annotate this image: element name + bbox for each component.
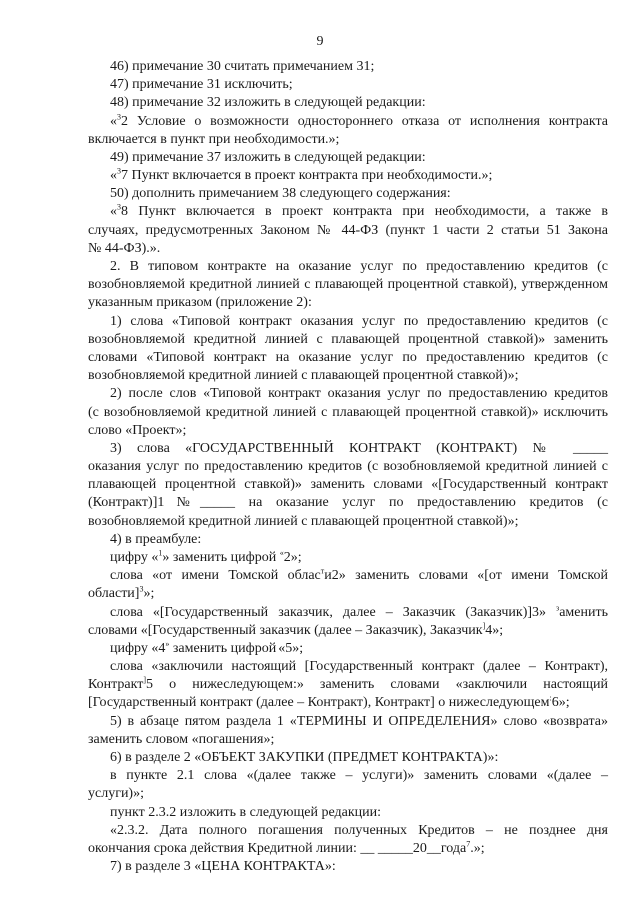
footnote-marker (276, 639, 278, 648)
text-line: слова «от имени Томской облас$^т$и2» заменить словами «[от имени Томской (110, 566, 608, 583)
text-line: в пункте 2.1 слова «(далее также – услуги)» заменить словами «(далее – (110, 768, 608, 783)
footnote-marker: 7 (466, 839, 471, 849)
text-line: возобновляемой кредитной линией с плавающей процентной ставкой), утвержденном (88, 277, 608, 292)
text-line: слова «заключили настоящий [Государственный контракт (далее – Контракт), (110, 659, 608, 674)
footnote-marker: т (320, 566, 325, 576)
text-line: слово «Проект»; (88, 423, 187, 438)
footnote-marker: ] (482, 621, 486, 631)
page-number: 9 (316, 34, 324, 49)
text-line: возобновляемой кредитной линией с плавающей процентной ставкой)»; (88, 368, 519, 383)
text-line: цифру «4» заменить цифрой «5»; (110, 639, 304, 656)
text-line: оказания услуг по предоставлению кредитов (с возобновляемой кредитной линией с (88, 459, 608, 474)
text-line: слова «[Государственный заказчик, далее – Заказчик (Заказчик)]3» $^з$аменить (110, 603, 608, 620)
text-line: указанным приказом (приложение 2): (88, 295, 312, 310)
text-line: 48) примечание 32 изложить в следующей редакции: (110, 95, 426, 110)
text-line: «$^3$2 Условие о возможности одностороннего отказа от исполнения контракта (110, 112, 608, 129)
footnote-marker: 3 (139, 584, 144, 594)
text-line: возобновляемой кредитной линией с плавающей процентной ставкой)» заменить (88, 332, 608, 347)
text-line: 6) в разделе 2 «ОБЪЕКТ ЗАКУПКИ (ПРЕДМЕТ КОНТРАКТА)»: (110, 750, 499, 765)
text-line: плавающей процентной ставкой)» заменить словами «[Государственный контракт (88, 477, 608, 492)
text-line: области]$^3$»; (88, 584, 155, 601)
text-line: (с возобновляемой кредитной линией с плавающей процентной ставкой)» исключить (88, 405, 608, 420)
text-line: 49) примечание 37 изложить в следующей редакции: (110, 150, 426, 165)
text-line: 47) примечание 31 исключить; (110, 77, 293, 92)
text-line: пункт 2.3.2 изложить в следующей редакции: (110, 805, 381, 820)
footnote-marker: « (279, 548, 284, 558)
footnote-marker: ] (143, 675, 147, 685)
footnote-marker: 3 (117, 112, 121, 122)
footnote-marker: 1 (158, 548, 163, 558)
footnote-marker: 3 (117, 202, 121, 212)
text-line: 2) после слов «Типовой контракт оказания услуг по предоставлению кредитов (110, 386, 608, 401)
text-line: словами «[Государственный заказчик (далее – Заказчик), Заказчик]4»; (88, 621, 504, 638)
footnote-marker (164, 493, 176, 502)
text-line: 5) в абзаце пятом раздела 1 «ТЕРМИНЫ И ОПРЕДЕЛЕНИЯ» слово «возврата» (110, 714, 608, 729)
text-line: 2. В типовом контракте на оказание услуг по предоставлению кредитов (с (110, 259, 608, 274)
footnote-marker: 3 (117, 166, 121, 176)
text-line: 7) в разделе 3 «ЦЕНА КОНТРАКТА»: (110, 859, 336, 874)
text-line: (Контракт)]1 №_____ на оказание услуг по предоставлению кредитов (с (88, 495, 609, 510)
text-line: «2.3.2. Дата полного погашения полученных Кредитов – не позднее дня (110, 823, 608, 838)
text-line: № 44-ФЗ).». (88, 241, 161, 256)
text-line: случаях, предусмотренных Законом № 44-ФЗ (пункт 1 части 2 статьи 51 Закона (88, 223, 608, 238)
text-line: словами «Типовой контракт на оказание услуг по предоставлению кредитов (с (88, 350, 608, 365)
text-line: включается в пункт при необходимости.»; (88, 132, 340, 147)
text-line: окончания срока действия Кредитной линии: __ _____20__года$^7$.»; (88, 839, 485, 856)
footnote-marker: : (549, 693, 552, 703)
text-line: Контракт]5 о нижеследующем:» заменить словами «заключили настоящий (88, 675, 608, 692)
text-line: «$^3$8 Пункт включается в проект контракта при необходимости, а также в (110, 202, 608, 219)
footnote-marker: » (165, 639, 170, 649)
text-line: возобновляемой кредитной линией с плавающей процентной ставкой)»; (88, 514, 519, 529)
text-line: заменить словом «погашения»; (88, 732, 275, 747)
text-line: 50) дополнить примечанием 38 следующего содержания: (110, 186, 451, 201)
text-line: 1) слова «Типовой контракт оказания услуг по предоставлению кредитов (с (110, 314, 608, 329)
text-line: 3) слова «ГОСУДАРСТВЕННЫЙ КОНТРАКТ (КОНТРАКТ) № _____ (110, 441, 608, 456)
text-line: услуги)»; (88, 786, 144, 801)
text-line: 46) примечание 30 считать примечанием 31; (110, 59, 375, 74)
text-line: 4) в преамбуле: (110, 532, 202, 547)
text-line: «$^3$7 Пункт включается в проект контракта при необходимости.»; (110, 166, 493, 183)
footnote-marker: з (556, 603, 560, 613)
text-line: [Государственный контракт (далее – Контракт), Контракт] о нижеследующем:6»; (88, 693, 570, 710)
text-line: цифру «$^1$» заменить цифрой «2»; (110, 548, 302, 565)
